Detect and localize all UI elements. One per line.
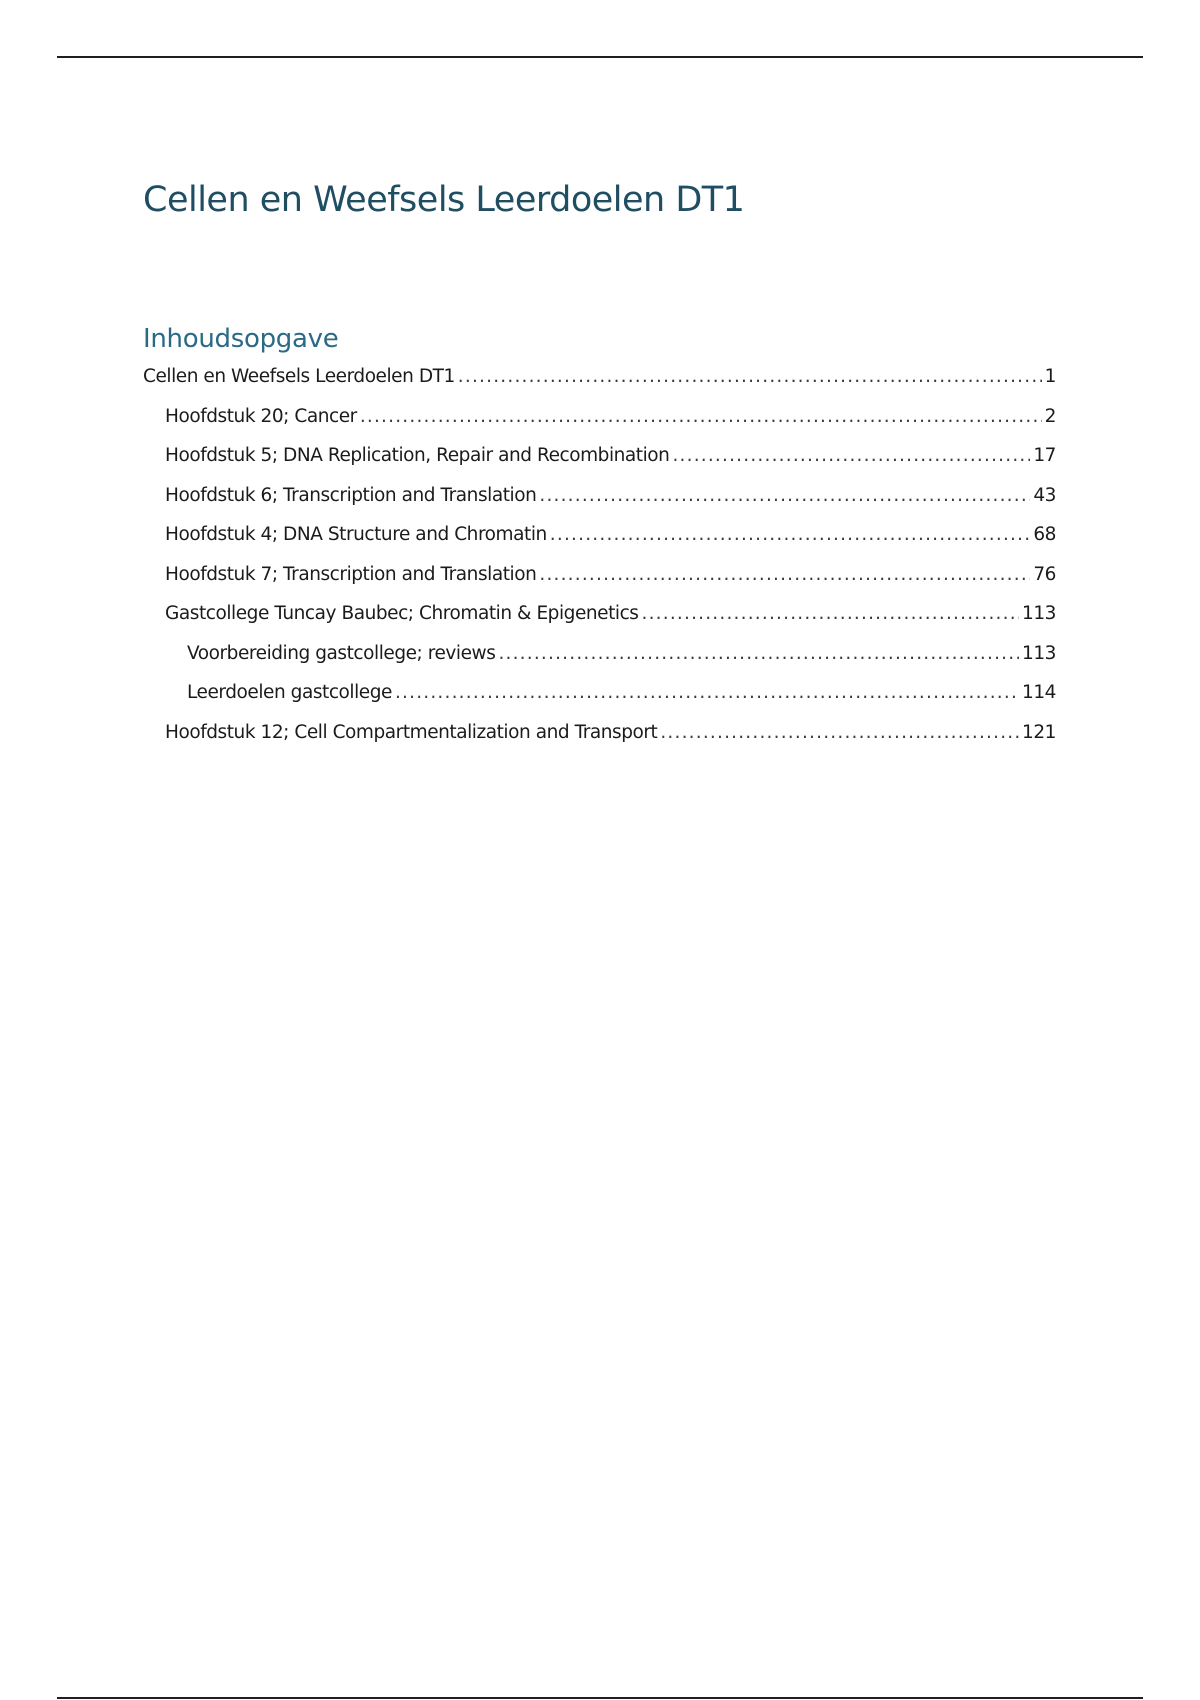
toc-entry-label: Cellen en Weefsels Leerdoelen DT1 [143, 366, 455, 387]
toc-entry-label: Gastcollege Tuncay Baubec; Chromatin & Epigenetics [165, 603, 639, 624]
toc-entry-label: Hoofdstuk 20; Cancer [165, 406, 357, 427]
toc-page-number: 68 [1033, 524, 1056, 545]
toc-entry-gastcollege[interactable] [165, 603, 1056, 629]
toc-page-number: 2 [1044, 406, 1056, 427]
toc-page-number: 121 [1022, 722, 1056, 743]
toc-dot-leader [395, 682, 1019, 703]
toc-entry-leerdoelen-gastcollege[interactable] [187, 682, 1056, 708]
toc-dot-leader [458, 366, 1042, 387]
toc-entry-label: Hoofdstuk 12; Cell Compartmentalization and Transport [165, 722, 658, 743]
footer-rule [57, 1697, 1143, 1699]
toc-dot-leader [642, 603, 1020, 624]
toc-entry-hoofdstuk-6[interactable] [165, 485, 1056, 511]
toc-page-number: 17 [1033, 445, 1056, 466]
toc-entry-hoofdstuk-4[interactable] [165, 524, 1056, 550]
toc-entry-label: Hoofdstuk 5; DNA Replication, Repair and Recombination [165, 445, 670, 466]
toc-entry-hoofdstuk-7[interactable] [165, 564, 1056, 590]
toc-dot-leader [539, 485, 1030, 506]
toc-entry-label: Voorbereiding gastcollege; reviews [187, 643, 496, 664]
toc-dot-leader [498, 643, 1019, 664]
toc-page-number: 114 [1022, 682, 1056, 703]
toc-page-number: 76 [1033, 564, 1056, 585]
toc-entry-hoofdstuk-12[interactable] [165, 722, 1056, 748]
toc-dot-leader [360, 406, 1042, 427]
toc-entry-hoofdstuk-5[interactable] [165, 445, 1056, 471]
toc-page-number: 113 [1022, 603, 1056, 624]
toc-heading: Inhoudsopgave [143, 324, 339, 354]
toc-entry-label: Hoofdstuk 6; Transcription and Translation [165, 485, 537, 506]
toc-dot-leader [539, 564, 1030, 585]
document-title: Cellen en Weefsels Leerdoelen DT1 [143, 180, 745, 220]
toc-entry-label: Leerdoelen gastcollege [187, 682, 392, 703]
toc-entry-label: Hoofdstuk 7; Transcription and Translation [165, 564, 537, 585]
toc-page-number: 113 [1022, 643, 1056, 664]
toc-dot-leader [660, 722, 1019, 743]
toc-entry-hoofdstuk-20[interactable] [165, 406, 1056, 432]
toc-dot-leader [550, 524, 1031, 545]
toc-dot-leader [672, 445, 1030, 466]
toc-entry-cellen-en-weefsels[interactable] [143, 366, 1056, 392]
toc-page-number: 1 [1044, 366, 1056, 387]
toc-page-number: 43 [1033, 485, 1056, 506]
toc-entry-voorbereiding[interactable] [187, 643, 1056, 669]
toc-entry-label: Hoofdstuk 4; DNA Structure and Chromatin [165, 524, 547, 545]
